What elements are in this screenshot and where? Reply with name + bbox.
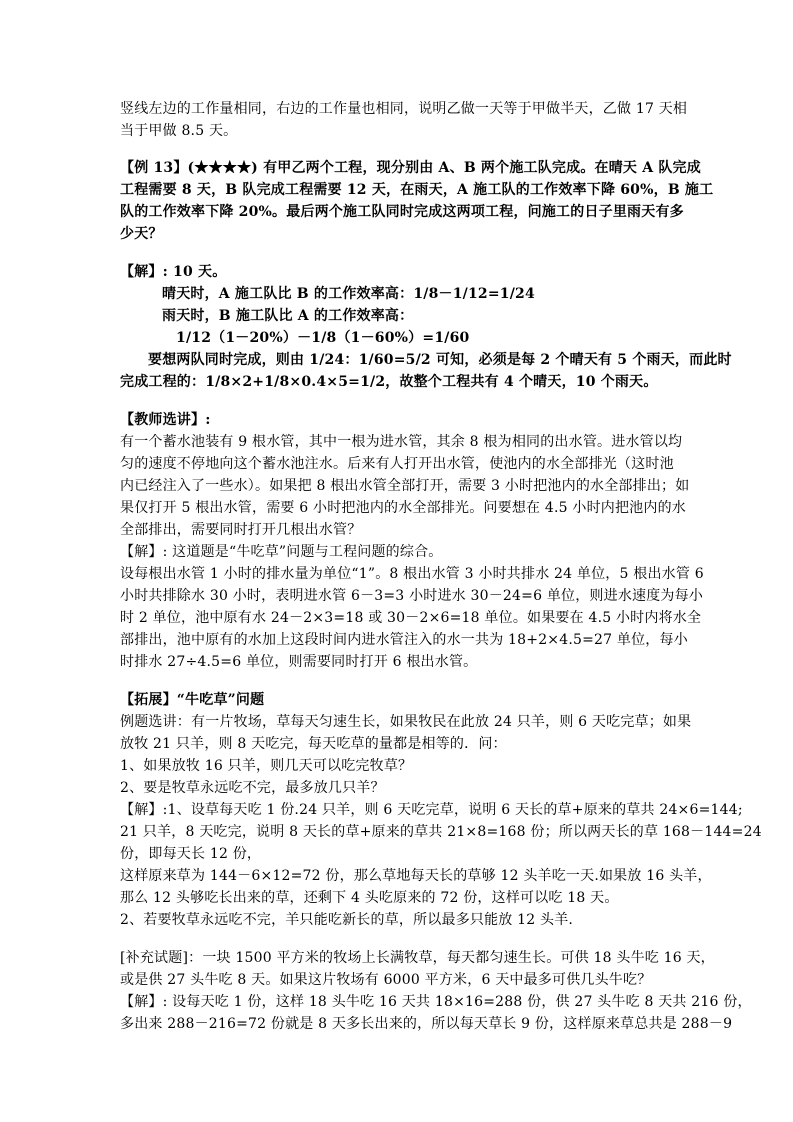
- teacher-problem-line: 有一个蓄水池装有 9 根水管，其中一根为进水管，其余 8 根为相同的出水管。进水管以均: [120, 434, 683, 450]
- example13-problem-line: 工程需要 8 天，B 队完成工程需要 12 天，在雨天，A 施工队的工作效率下降 60%，B 施工: [120, 182, 714, 198]
- extension-heading: 【拓展】“牛吃草”问题: [120, 692, 265, 708]
- teacher-problem-line: 全部排出，需要同时打开几根出水管？: [120, 522, 362, 538]
- teacher-solution-line: 时 2 单位，池中原有水 24－2×3=18 或 30－2×6=18 单位。如果要在 4.5 小时内将水全: [120, 610, 702, 626]
- extension-problem-line: 2、要是牧草永远吃不完，最多放几只羊？: [120, 780, 385, 796]
- extension-solution-line: 2、若要牧草永远吃不完，羊只能吃新长的草，所以最多只能放 12 头羊.: [120, 912, 574, 928]
- supplement-problem-line: [补充试题]：一块 1500 平方米的牧场上长满牧草，每天都匀速生长。可供 18 头牛吃 16 天，: [120, 950, 715, 966]
- example13-rainy: 雨天时，B 施工队比 A 的工作效率高：: [162, 308, 414, 324]
- teacher-problem-line: 内已经注入了一些水）。如果把 8 根出水管全部打开，需要 3 小时把池内的水全部排出；如: [120, 478, 690, 494]
- example13-sunny: 晴天时，A 施工队比 B 的工作效率高：1/8－1/12=1/24: [162, 286, 535, 302]
- teacher-heading: 【教师选讲】:: [120, 412, 211, 428]
- example13-conclusion-line: 完成工程的：1/8×2+1/8×0.4×5=1/2，故整个工程共有 4 个晴天，10 个雨天。: [120, 374, 658, 390]
- teacher-solution-line: 时排水 27÷4.5=6 单位，则需要同时打开 6 根出水管。: [120, 654, 478, 670]
- supplement-solution-line: 【解】: 设每天吃 1 份，这样 18 头牛吃 16 天共 18×16=288 份，供 27 头牛吃 8 天共 216 份，: [120, 994, 752, 1010]
- extension-problem-line: 1、如果放牧 16 只羊，则几天可以吃完牧草？: [120, 758, 413, 774]
- teacher-problem-line: 匀的速度不停地向这个蓄水池注水。后来有人打开出水管，使池内的水全部排光（这时池: [120, 456, 674, 472]
- extension-problem-line: 放牧 21 只羊，则 8 天吃完，每天吃草的量都是相等的．问：: [120, 736, 507, 752]
- example13-answer: 【解】: 10 天。: [120, 264, 227, 280]
- teacher-problem-line: 果仅打开 5 根出水管，需要 6 小时把池内的水全部排光。问要想在 4.5 小时内把池内的水: [120, 500, 686, 516]
- extension-solution-line: 21 只羊，8 天吃完，说明 8 天长的草+原来的草共 21×8=168 份；所以两天长的草 168－144=24: [120, 824, 762, 840]
- teacher-solution-line: 部排出，池中原有的水加上这段时间内进水管注入的水一共为 18+2×4.5=27 单位，每小: [120, 632, 688, 648]
- extension-problem-line: 例题选讲：有一片牧场，草每天匀速生长，如果牧民在此放 24 只羊，则 6 天吃完草；如果: [120, 714, 692, 730]
- extension-solution-line: 【解】:1、设草每天吃 1 份.24 只羊，则 6 天吃完草，说明 6 天长的草+原来的草共 24×6=144;: [120, 802, 743, 818]
- extension-solution-line: 这样原来草为 144－6×12=72 份，那么草地每天长的草够 12 头羊吃一天.如果放 16 头羊，: [120, 868, 712, 884]
- prev-text-line: 当于甲做 8.5 天。: [120, 123, 238, 139]
- extension-solution-line: 那么 12 头够吃长出来的草，还剩下 4 头吃原来的 72 份，这样可以吃 18 天。: [120, 890, 619, 906]
- prev-text-line: 竖线左边的工作量相同，右边的工作量也相同，说明乙做一天等于甲做半天，乙做 17 天相: [120, 101, 688, 117]
- extension-solution-line: 份，即每天长 12 份，: [120, 846, 262, 862]
- example13-conclusion-line: 要想两队同时完成，则由 1/24：1/60=5/2 可知，必须是每 2 个晴天有 5 个雨天，而此时: [148, 352, 732, 368]
- supplement-solution-line: 多出来 288－216=72 份就是 8 天多长出来的，所以每天草长 9 份，这样原来草总共是 288－9: [120, 1016, 733, 1032]
- teacher-solution-line: 设每根出水管 1 小时的排水量为单位“1”。8 根出水管 3 小时共排水 24 单位，5 根出水管 6: [120, 566, 704, 582]
- example13-rainy-calc: 1/12（1－20%）－1/8（1－60%）=1/60: [176, 330, 470, 346]
- example13-problem-line: 【例 13】(★★★★) 有甲乙两个工程，现分别由 A、B 两个施工队完成。在晴天 A 队完成: [120, 160, 701, 176]
- teacher-solution-intro: 【解】: 这道题是“牛吃草”问题与工程问题的综合。: [120, 544, 443, 560]
- teacher-solution-line: 小时共排除水 30 小时，表明进水管 6－3=3 小时进水 30－24=6 单位，则进水速度为每小: [120, 588, 704, 604]
- supplement-problem-line: 或是供 27 头牛吃 8 天。如果这片牧场有 6000 平方米，6 天中最多可供几头牛吃？: [120, 972, 652, 988]
- example13-problem-line: 少天？: [120, 226, 163, 242]
- example13-problem-line: 队的工作效率下降 20%。最后两个施工队同时完成这两项工程，问施工的日子里雨天有多: [120, 204, 684, 220]
